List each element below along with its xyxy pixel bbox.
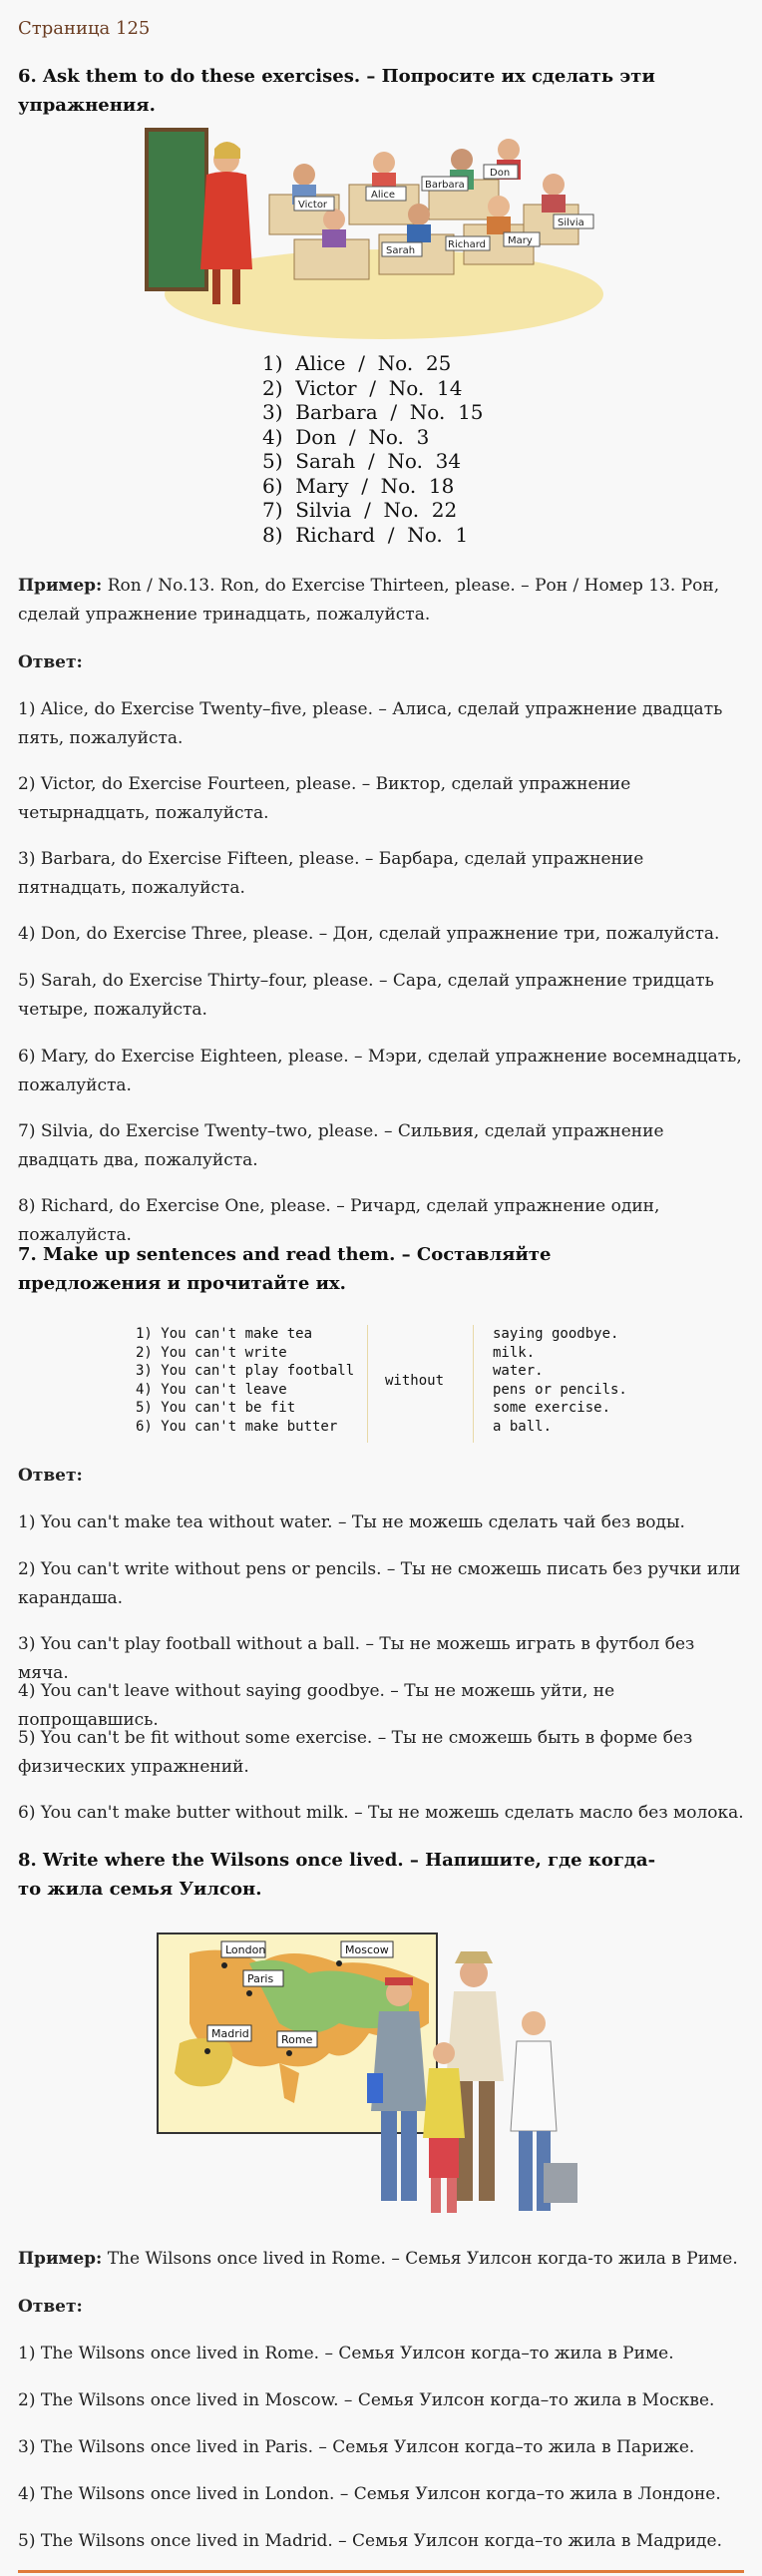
exercise-6-list bbox=[262, 351, 484, 547]
table-cell: 1) You can't make tea bbox=[136, 1326, 313, 1342]
table-cell: a ball. bbox=[493, 1418, 553, 1435]
table-cell: pens or pencils. bbox=[493, 1381, 627, 1398]
table-cell: saying goodbye. bbox=[493, 1326, 619, 1342]
classroom-illustration bbox=[145, 115, 613, 344]
answer-item: 7) Silvia, do Exercise Twenty–two, please. – Сильвия, сделай упражнение двадцать два, пожалуйста. bbox=[18, 1121, 664, 1170]
desk-name: Don bbox=[490, 168, 511, 179]
divider bbox=[473, 1325, 474, 1443]
family-figures bbox=[367, 1951, 577, 2213]
exercise-7-heading: 7. Make up sentences and read them. – Составляйте предложения и прочитайте их. bbox=[18, 1244, 552, 1294]
map-label: Moscow bbox=[345, 1943, 389, 1956]
list-item: 2) Victor / No. 14 bbox=[262, 375, 463, 400]
family-map-illustration bbox=[150, 1924, 618, 2223]
desk-name: Victor bbox=[298, 200, 328, 211]
table-middle-word: without bbox=[385, 1373, 445, 1389]
table-cell: 5) You can't be fit bbox=[136, 1400, 296, 1416]
table-left-column bbox=[136, 1325, 354, 1436]
desk-name: Richard bbox=[448, 239, 486, 250]
answer-item: 2) Victor, do Exercise Fourteen, please. – Виктор, сделай упражнение четырнадцать, пожалуйста. bbox=[18, 774, 631, 823]
desk-name: Barbara bbox=[425, 180, 465, 191]
answer-item: 6) Mary, do Exercise Eighteen, please. – Мэри, сделай упражнение восемнадцать, пожалуйста. bbox=[18, 1047, 742, 1095]
map-label: London bbox=[225, 1943, 266, 1956]
answer-item: 8) Richard, do Exercise One, please. – Ричард, сделай упражнение один, пожалуйста. bbox=[18, 1196, 660, 1245]
answer-item: 5) You can't be fit without some exercise. – Ты не сможешь быть в форме без физических упражнений. bbox=[18, 1728, 693, 1777]
map-label: Madrid bbox=[211, 2027, 249, 2040]
example-text: Ron / No.13. Ron, do Exercise Thirteen, please. – Рон / Номер 13. Рон, сделай упражнение тринадцать, пожалуйста. bbox=[18, 576, 720, 625]
table-cell: 2) You can't write bbox=[136, 1344, 287, 1361]
answer-item: 2) You can't write without pens or pencils. – Ты не сможешь писать без ручки или карандаша. bbox=[18, 1559, 741, 1608]
table-cell: water. bbox=[493, 1363, 544, 1379]
list-item: 1) Alice / No. 25 bbox=[262, 351, 452, 375]
example-label: Пример: bbox=[18, 2249, 103, 2269]
list-item: 3) Barbara / No. 15 bbox=[262, 400, 484, 424]
desk-name: Sarah bbox=[386, 245, 416, 256]
answer-item: 3) Barbara, do Exercise Fifteen, please. – Барбара, сделай упражнение пятнадцать, пожалуйста. bbox=[18, 849, 644, 898]
map-label: Paris bbox=[247, 1972, 274, 1985]
list-item: 8) Richard / No. 1 bbox=[262, 522, 469, 547]
table-cell: 4) You can't leave bbox=[136, 1381, 287, 1398]
answer-item: 5) Sarah, do Exercise Thirty–four, please. – Сара, сделай упражнение тридцать четыре, пожалуйста. bbox=[18, 971, 714, 1020]
exercise-8-example bbox=[18, 2245, 744, 2274]
answer-item: 1) Alice, do Exercise Twenty–five, please. – Алиса, сделай упражнение двадцать пять, пожалуйста. bbox=[18, 699, 723, 748]
table-cell: milk. bbox=[493, 1344, 536, 1361]
answer-item: 3) You can't play football without a ball. – Ты не можешь играть в футбол без мяча. bbox=[18, 1634, 695, 1683]
desk-name: Alice bbox=[371, 190, 396, 201]
table-cell: 6) You can't make butter bbox=[136, 1418, 338, 1435]
table-cell: 3) You can't play football bbox=[136, 1363, 355, 1379]
list-item: 4) Don / No. 3 bbox=[262, 424, 430, 449]
answer-item: 3) The Wilsons once lived in Paris. – Семья Уилсон когда–то жила в Париже. bbox=[18, 2437, 695, 2457]
list-item: 7) Silvia / No. 22 bbox=[262, 498, 458, 522]
desk-name: Mary bbox=[508, 235, 533, 246]
table-right-column bbox=[493, 1325, 627, 1436]
exercise-8-heading: 8. Write where the Wilsons once lived. – Напишите, где когда-то жила семья Уилсон. bbox=[18, 1850, 656, 1900]
table-cell: some exercise. bbox=[493, 1400, 611, 1416]
example-text: The Wilsons once lived in Rome. – Семья Уилсон когда-то жила в Риме. bbox=[102, 2249, 738, 2269]
bottom-accent-line bbox=[18, 2570, 744, 2573]
exercise-6-answer-label: Ответ: bbox=[18, 652, 83, 672]
exercise-7-answer-label: Ответ: bbox=[18, 1466, 83, 1486]
exercise-6-heading: 6. Ask them to do these exercises. – Попросите их сделать эти упражнения. bbox=[18, 66, 655, 116]
answer-item: 4) Don, do Exercise Three, please. – Дон, сделай упражнение три, пожалуйста. bbox=[18, 924, 720, 944]
exercise-6-example bbox=[18, 572, 744, 630]
exercise-8-answer-label: Ответ: bbox=[18, 2297, 83, 2317]
list-item: 5) Sarah / No. 34 bbox=[262, 449, 462, 473]
answer-item: 4) You can't leave without saying goodbye. – Ты не можешь уйти, не попрощавшись. bbox=[18, 1681, 615, 1730]
map-label: Rome bbox=[281, 2033, 313, 2046]
desk-name: Silvia bbox=[558, 217, 584, 228]
list-item: 6) Mary / No. 18 bbox=[262, 473, 455, 498]
answer-item: 5) The Wilsons once lived in Madrid. – Семья Уилсон когда–то жила в Мадриде. bbox=[18, 2531, 722, 2551]
exercise-7-table bbox=[132, 1325, 627, 1445]
example-label: Пример: bbox=[18, 576, 103, 596]
answer-item: 2) The Wilsons once lived in Moscow. – Семья Уилсон когда–то жила в Москве. bbox=[18, 2390, 715, 2410]
answer-item: 4) The Wilsons once lived in London. – Семья Уилсон когда–то жила в Лондоне. bbox=[18, 2484, 721, 2504]
answer-item: 1) The Wilsons once lived in Rome. – Семья Уилсон когда–то жила в Риме. bbox=[18, 2344, 674, 2363]
answer-item: 6) You can't make butter without milk. – Ты не можешь сделать масло без молока. bbox=[18, 1803, 744, 1823]
divider bbox=[367, 1325, 368, 1443]
answer-item: 1) You can't make tea without water. – Ты не можешь сделать чай без воды. bbox=[18, 1512, 685, 1532]
page-number: Страница 125 bbox=[18, 18, 151, 39]
